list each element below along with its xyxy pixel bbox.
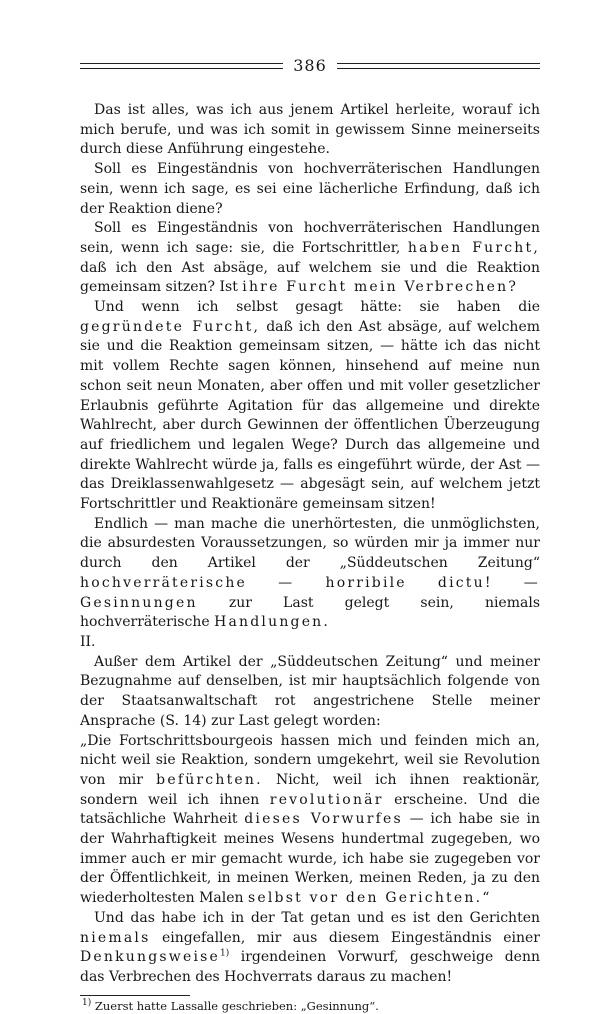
emphasis: ihre Furcht mein Verbrechen? — [242, 279, 519, 296]
emphasis: selbst vor den Gerichten. — [248, 890, 483, 907]
emphasis: gegründete Furcht, — [80, 318, 261, 335]
header-rule-right — [337, 63, 540, 69]
paragraph-3: Soll es Eingeständnis von hochverräterischen Handlungen sein, wenn ich sage: sie, die Fortschrittler, haben Furcht, daß ich den Ast absäge, auf welchem sie und die Reaktion gemeinsam sitzen? Ist ihre Furcht mein Verbrechen? — [80, 220, 540, 296]
emphasis: Denkungsweise — [80, 949, 221, 966]
emphasis: Handlungen. — [214, 614, 331, 631]
paragraph-5: Endlich — man mache die unerhörtesten, die unmöglichsten, die absurdesten Voraussetzungen, so würden mir ja immer nur durch den Artikel der „Süddeutschen Zeitung“ hochverräterische — horribile dictu! — Gesinnungen zur Last gelegt sein, niemals hochverräterische Handlungen. — [80, 515, 541, 631]
emphasis: hochverräterische — horribile dictu! — Gesinnungen — [80, 574, 540, 611]
footnote — [80, 999, 540, 1014]
paragraph-1: Das ist alles, was ich aus jenem Artikel herleite, worauf ich mich berufe, und was ich somit in gewissem Sinne meinerseits durch diese Anführung eingestehe. — [80, 102, 540, 158]
paragraph-6: Außer dem Artikel der „Süddeutschen Zeitung“ und meiner Bezugnahme auf denselben, ist mir hauptsächlich folgende von der Staatsanwaltschaft rot angestrichene Stelle meiner Ansprache (S. 14) zur Last gelegt worden: — [80, 653, 540, 729]
page-number: 386 — [293, 56, 327, 75]
footnote-marker: 1) — [82, 997, 92, 1008]
footnote-rule — [80, 995, 190, 996]
main-text — [80, 101, 540, 988]
paragraph-7: Und das habe ich in der Tat getan und es ist den Gerichten niemals eingefallen, mir aus diesem Eingeständnis einer Denkungsweise$^{1)}$ irgendeinen Vorwurf, geschweige denn das Verbrechen des Hochverrats daraus zu machen! — [80, 909, 540, 985]
paragraph-4: Und wenn ich selbst gesagt hätte: sie haben die gegründete Furcht, daß ich den Ast absäge, auf welchem sie und die Reaktion gemeinsam sitzen, — hätte ich das nicht mit vollem Rechte sagen können, hinsehend auf meine nun schon seit neun Monaten, aber offen und mit voller gesetzlicher Erlaubnis geführte Agitation für das allgemeine und direkte Wahlrecht, aber durch Gewinnen der öffentlichen Überzeugung auf friedlichem und legalen Wege? Durch das allgemeine und direkte Wahlrecht würde ja, falls es eingeführt würde, der Ast — das Dreiklassenwahlgesetz — abgesägt sein, auf welchem jetzt Fortschrittler und Reaktionäre gemeinsam sitzen! — [80, 299, 541, 513]
page-header — [80, 56, 540, 75]
emphasis: dieses Vorwurfes — [244, 811, 403, 828]
footnote-text: Zuerst hatte Lassalle geschrieben: „Gesinnung“. — [94, 998, 379, 1013]
emphasis: haben Furcht, — [407, 239, 540, 256]
header-rule-left — [80, 63, 283, 69]
footnote-reference: 1) — [220, 948, 230, 959]
emphasis: befürchten. — [156, 771, 263, 788]
section-heading: II. — [80, 633, 96, 650]
quotation: „Die Fortschrittsbourgeois hassen mich und feinden mich an, nicht weil sie Reaktion, sondern umgekehrt, weil sie Revolution von mir befürchten. Nicht, weil ich ihnen reaktionär, sondern weil ich ihnen revolutionär erscheine. Und die tatsächliche Wahrheit dieses Vorwurfes — ich habe sie in der Wahrhaftigkeit meines Wesens hundertmal zugegeben, wo immer auch er mir gemacht wurde, ich habe sie zugegeben vor der Öffentlichkeit, in meinen Werken, meinen Reden, ja zu den wiederholtesten Malen selbst vor den Gerichten.“ — [80, 732, 541, 907]
emphasis: revolutionär — [269, 791, 384, 808]
paragraph-2: Soll es Eingeständnis von hochverräterischen Handlungen sein, wenn ich sage, es sei eine lächerliche Erfindung, daß ich der Reaktion diene? — [80, 161, 540, 217]
emphasis: niemals — [80, 929, 151, 946]
